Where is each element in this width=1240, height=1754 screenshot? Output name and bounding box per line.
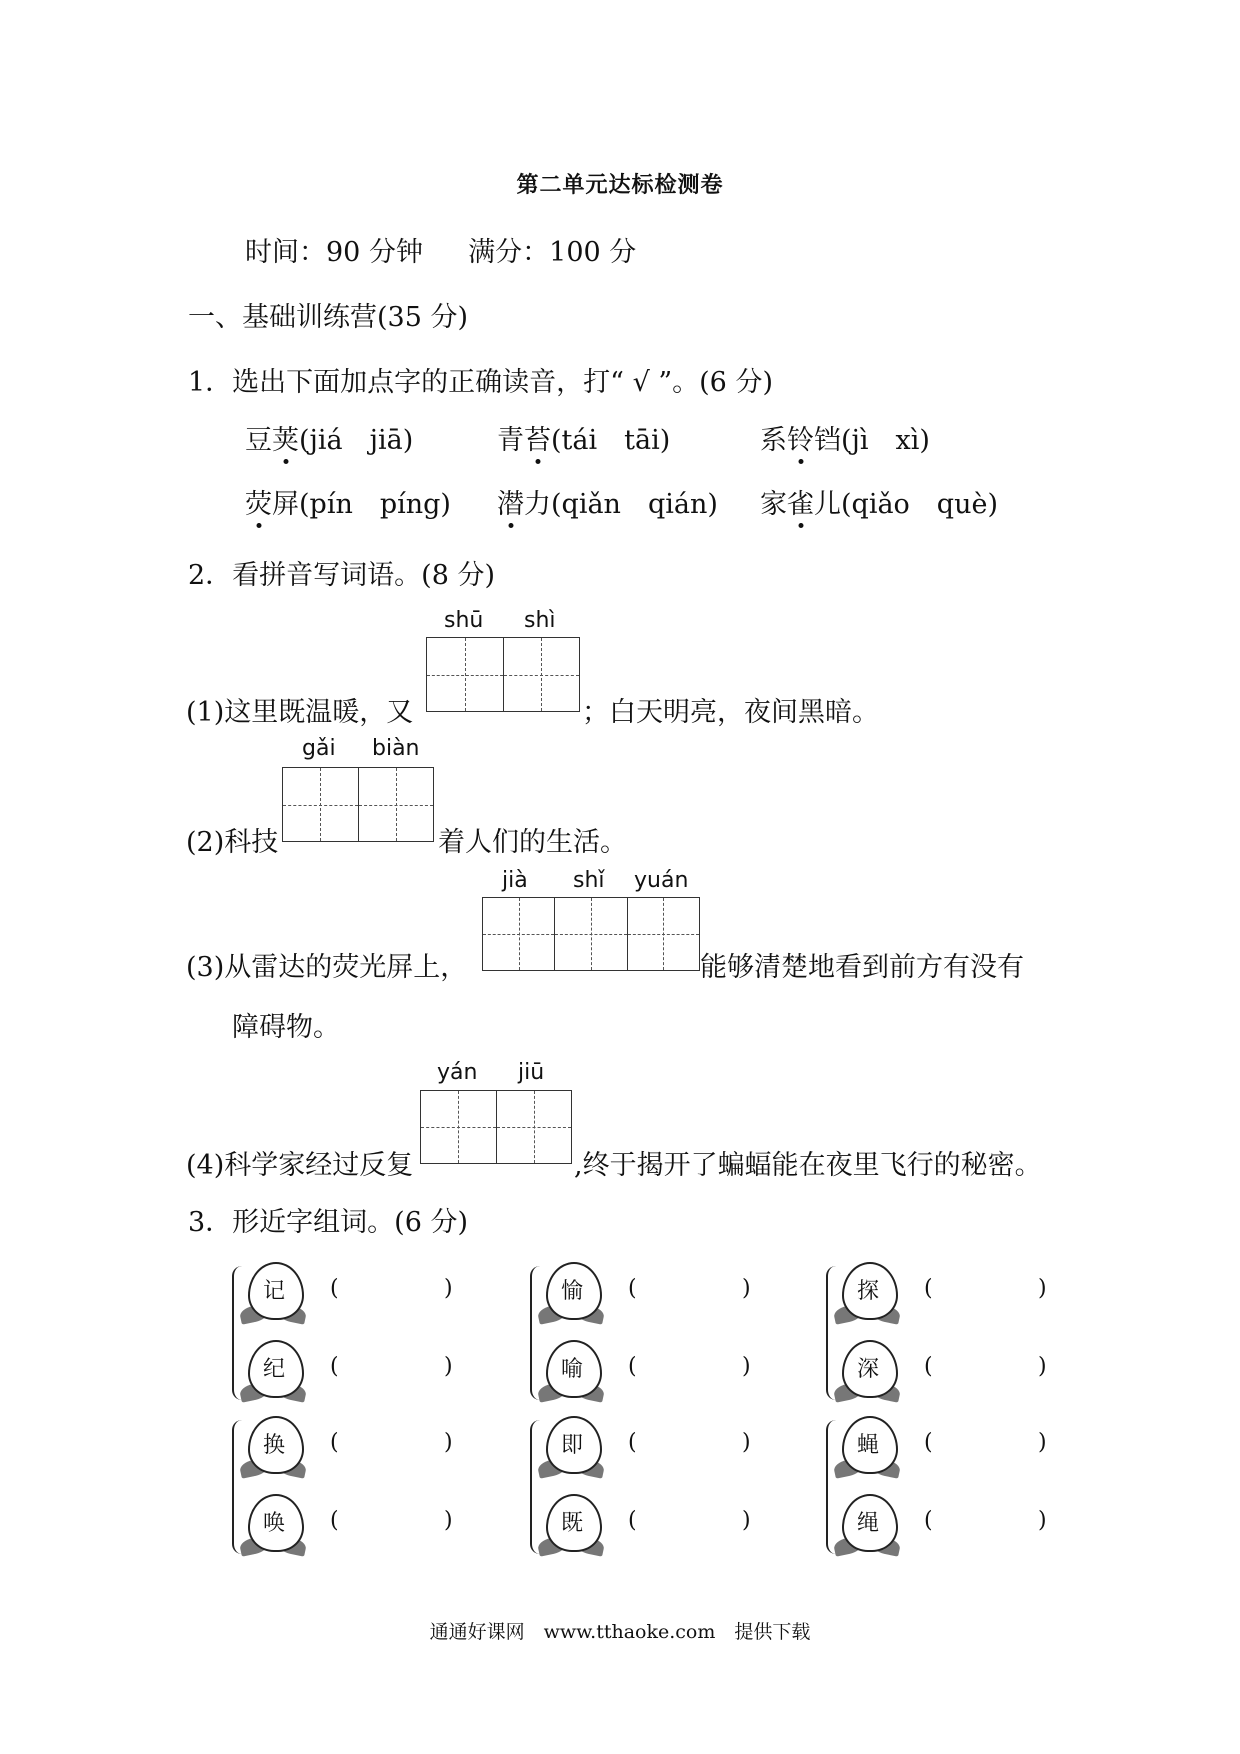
pinyin-label: shū <box>444 608 484 633</box>
exam-meta <box>245 230 636 269</box>
q2-sentence: (3)从雷达的荧光屏上， <box>186 952 468 983</box>
peach-character <box>244 1262 304 1324</box>
section-heading: 一、基础训练营(35 分) <box>188 302 469 333</box>
peach-char-label: 愉 <box>560 1279 583 1304</box>
peach-character <box>838 1416 898 1478</box>
answer-paren-close: ) <box>742 1508 751 1533</box>
answer-paren-close: ) <box>444 1276 453 1301</box>
answer-paren-open[interactable]: ( <box>330 1430 339 1455</box>
q2-sentence: ,终于揭开了蝙蝠能在夜里飞行的秘密。 <box>574 1150 1042 1181</box>
q2-sentence: (2)科技 <box>186 827 279 858</box>
writing-grid[interactable] <box>426 637 580 712</box>
question-1-prompt: 1．选出下面加点字的正确读音，打“ √ ”。(6 分) <box>188 367 773 398</box>
peach-char-label: 深 <box>856 1357 879 1382</box>
answer-paren-open[interactable]: ( <box>628 1430 637 1455</box>
answer-paren-open[interactable]: ( <box>628 1276 637 1301</box>
answer-paren-open[interactable]: ( <box>924 1430 933 1455</box>
answer-paren-close: ) <box>444 1354 453 1379</box>
writing-grid[interactable] <box>420 1090 572 1164</box>
q1-option: 青苔(tái tāi) <box>497 418 670 457</box>
answer-paren-close: ) <box>742 1276 751 1301</box>
peach-char-label: 既 <box>560 1511 583 1536</box>
q2-sentence: ；白天明亮，夜间黑暗。 <box>582 697 879 728</box>
q2-sentence: 着人们的生活。 <box>438 827 627 858</box>
answer-paren-open[interactable]: ( <box>628 1508 637 1533</box>
peach-char-label: 纪 <box>262 1357 285 1382</box>
answer-paren-open[interactable]: ( <box>330 1508 339 1533</box>
pinyin-label: biàn <box>372 736 420 761</box>
q1-option: 潜力(qiǎn qián) <box>497 482 718 521</box>
exam-time: 时间：90 分钟 <box>245 237 423 268</box>
peach-character <box>542 1416 602 1478</box>
peach-char-label: 蝇 <box>856 1433 879 1458</box>
answer-paren-open[interactable]: ( <box>628 1354 637 1379</box>
peach-char-label: 记 <box>262 1279 285 1304</box>
q1-option: 豆荚(jiá jiā) <box>245 418 413 457</box>
peach-character <box>838 1262 898 1324</box>
peach-character <box>838 1340 898 1402</box>
exam-score: 满分：100 分 <box>468 237 637 268</box>
answer-paren-close: ) <box>1038 1276 1047 1301</box>
peach-character <box>838 1494 898 1556</box>
footer: 通通好课网 www.tthaoke.com 提供下载 <box>429 1621 811 1643</box>
peach-character <box>244 1494 304 1556</box>
peach-char-label: 换 <box>262 1433 285 1458</box>
answer-paren-open[interactable]: ( <box>330 1354 339 1379</box>
peach-char-label: 绳 <box>856 1511 879 1536</box>
answer-paren-open[interactable]: ( <box>924 1276 933 1301</box>
peach-char-label: 探 <box>856 1279 879 1304</box>
q2-sentence: 障碍物。 <box>232 1012 340 1043</box>
peach-character <box>244 1416 304 1478</box>
q2-sentence: 能够清楚地看到前方有没有 <box>700 952 1024 983</box>
peach-char-label: 喻 <box>560 1357 583 1382</box>
answer-paren-close: ) <box>444 1430 453 1455</box>
q1-option: 家雀儿(qiǎo què) <box>760 482 998 521</box>
pinyin-label: yán <box>437 1060 478 1085</box>
answer-paren-open[interactable]: ( <box>924 1354 933 1379</box>
q1-option: 系铃铛(jì xì) <box>760 418 930 457</box>
question-3-prompt: 3．形近字组词。(6 分) <box>188 1207 469 1238</box>
answer-paren-open[interactable]: ( <box>924 1508 933 1533</box>
pinyin-label: yuán <box>634 868 689 893</box>
q2-sentence: (1)这里既温暖，又 <box>186 697 414 728</box>
peach-char-label: 唤 <box>262 1511 285 1536</box>
page-title: 第二单元达标检测卷 <box>516 172 724 198</box>
answer-paren-close: ) <box>742 1430 751 1455</box>
writing-grid[interactable] <box>482 897 700 971</box>
question-2-prompt: 2．看拼音写词语。(8 分) <box>188 560 496 591</box>
answer-paren-close: ) <box>1038 1508 1047 1533</box>
pinyin-label: jià <box>502 868 528 893</box>
peach-character <box>244 1340 304 1402</box>
answer-paren-close: ) <box>1038 1430 1047 1455</box>
peach-character <box>542 1262 602 1324</box>
pinyin-label: shì <box>524 608 556 633</box>
writing-grid[interactable] <box>282 767 434 842</box>
pinyin-label: shǐ <box>573 868 605 893</box>
q2-sentence: (4)科学家经过反复 <box>186 1150 414 1181</box>
pinyin-label: gǎi <box>302 736 336 761</box>
answer-paren-close: ) <box>1038 1354 1047 1379</box>
peach-character <box>542 1340 602 1402</box>
peach-char-label: 即 <box>560 1433 583 1458</box>
answer-paren-open[interactable]: ( <box>330 1276 339 1301</box>
peach-character <box>542 1494 602 1556</box>
answer-paren-close: ) <box>742 1354 751 1379</box>
answer-paren-close: ) <box>444 1508 453 1533</box>
pinyin-label: jiū <box>518 1060 545 1085</box>
q1-option: 荧屏(pín píng) <box>245 482 451 521</box>
